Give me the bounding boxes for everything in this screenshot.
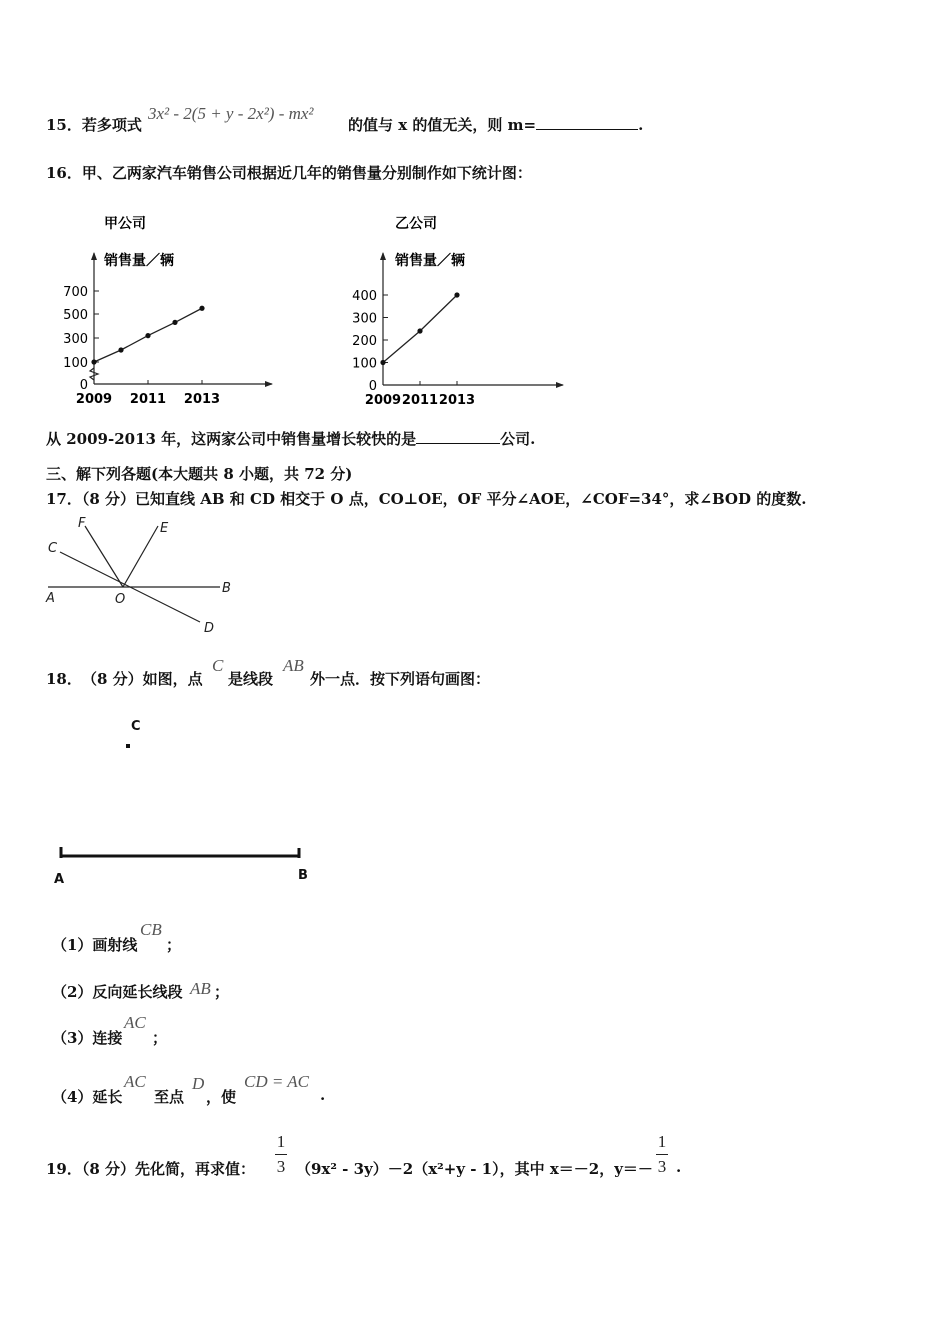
q19-prefix: 19．（8 分）先化简，再求值： <box>46 1160 256 1178</box>
data-point <box>91 359 96 364</box>
y-tick-label: 0 <box>79 378 88 393</box>
q18-item1-prefix: （1）画射线 <box>52 936 138 954</box>
x-tick-label: 2009 <box>75 392 113 407</box>
q18-item4-mid2: ，使 <box>206 1088 237 1106</box>
y-tick-label: 0 <box>368 379 377 394</box>
q15-end: . <box>638 116 644 134</box>
label-f: F <box>78 516 86 531</box>
q16-followup-prefix: 从 2009-2013 年，这两家公司中销售量增长较快的是 <box>46 430 417 448</box>
q17-figure <box>40 512 250 640</box>
ray-oe <box>123 526 158 587</box>
q16-followup-suffix: 公司. <box>500 430 536 448</box>
y-tick-label: 400 <box>352 289 377 304</box>
q16-line <box>46 162 532 183</box>
q18-item3-sym: AC <box>124 1013 146 1032</box>
label-d: D <box>204 621 215 636</box>
x-tick-label: 2011 <box>129 392 167 407</box>
chart-jia <box>50 205 290 415</box>
y-tick-label: 500 <box>63 308 88 323</box>
q15-answer-blank[interactable] <box>536 115 638 130</box>
q18-item4-sym2: D <box>192 1074 205 1093</box>
ray-of <box>85 526 123 587</box>
q15-suffix: 的值与 x 的值无关，则 m= <box>348 116 537 134</box>
q16-followup <box>46 428 535 449</box>
q18-fig-a-label: A <box>54 872 65 887</box>
q18-item4-sym3: CD = AC <box>244 1072 310 1091</box>
q15-suffix-line <box>348 114 643 135</box>
q18-fig-c-label: C <box>131 719 141 734</box>
q18-item2-sym: AB <box>190 979 211 998</box>
label-b: B <box>222 581 231 596</box>
y-axis-arrow <box>91 252 97 260</box>
chart-ylabel: 销售量／辆 <box>395 253 465 269</box>
label-o: O <box>115 592 126 607</box>
label-e: E <box>160 521 169 536</box>
q19-expression: （9x² - 3y）－2（x²+y - 1），其中 x＝－2，y＝－ <box>296 1160 653 1178</box>
segment-ab <box>55 843 305 863</box>
y-tick-label: 100 <box>352 356 377 372</box>
q18-item1-sym: CB <box>140 920 162 939</box>
q15-expression: 3x² - 2(5 + y - 2x²) - mx² <box>148 104 314 123</box>
y-tick-label: 700 <box>63 285 88 300</box>
q18-item2-suffix: ； <box>214 983 230 1001</box>
data-point <box>380 360 385 365</box>
q18-fig-b-label: B <box>298 868 308 883</box>
x-tick-label: 2009 <box>364 393 402 408</box>
q19-frac1-den: 3 <box>276 1157 286 1176</box>
y-tick-label: 300 <box>352 311 377 327</box>
q19-frac2-num: 1 <box>657 1132 667 1151</box>
data-point <box>417 328 422 333</box>
q18-item4-prefix: （4）延长 <box>52 1088 123 1106</box>
q18-item3-suffix: ； <box>152 1029 168 1047</box>
q19-end: . <box>676 1158 682 1176</box>
x-axis-arrow <box>265 381 273 387</box>
q16-text: 甲、乙两家汽车销售公司根据近几年的销售量分别制作如下统计图： <box>81 164 532 182</box>
q18-number: 18． <box>46 670 82 688</box>
q15-prefix: 若多项式 <box>81 116 142 134</box>
q19-fraction-1 <box>275 1132 287 1177</box>
q19-fraction-2 <box>656 1132 668 1177</box>
q18-sym-ab: AB <box>283 656 304 675</box>
section-heading: 三、解下列各题(本大题共 8 小题，共 72 分) <box>46 465 353 483</box>
q18-item4-suffix: . <box>320 1086 326 1104</box>
data-point <box>118 347 123 352</box>
q15-line <box>46 114 142 135</box>
q18-item4-sym: AC <box>124 1072 146 1091</box>
q16-answer-blank[interactable] <box>416 429 500 444</box>
data-point <box>199 306 204 311</box>
q18-item4-mid: 至点 <box>154 1088 185 1106</box>
q18-item2-prefix: （2）反向延长线段 <box>52 983 183 1001</box>
y-tick-label: 300 <box>63 332 88 347</box>
data-point <box>172 320 177 325</box>
x-tick-label: 2011 <box>401 393 439 408</box>
q19-frac2-den: 3 <box>657 1157 667 1176</box>
label-a: A <box>46 591 55 606</box>
label-c: C <box>48 541 58 556</box>
chart-title: 甲公司 <box>104 216 146 232</box>
q16-number: 16． <box>46 164 82 182</box>
q18-intro-prefix: （8 分）如图，点 <box>82 670 203 688</box>
chart-title: 乙公司 <box>395 216 437 232</box>
x-tick-label: 2013 <box>183 392 221 407</box>
x-tick-label: 2013 <box>438 393 476 408</box>
q18-item1-suffix: ； <box>166 936 182 954</box>
q18-item3-prefix: （3）连接 <box>52 1029 123 1047</box>
y-tick-label: 100 <box>63 356 88 371</box>
q15-number: 15． <box>46 116 82 134</box>
chart-ylabel: 销售量／辆 <box>104 253 174 269</box>
q18-sym-c: C <box>212 656 224 675</box>
data-point <box>145 333 150 338</box>
point-c <box>126 744 130 748</box>
q19-frac1-num: 1 <box>276 1132 286 1151</box>
q18-intro-mid: 是线段 <box>228 670 274 688</box>
q18-intro-suffix: 外一点．按下列语句画图： <box>310 670 491 688</box>
chart-yi <box>335 205 575 415</box>
x-axis-arrow <box>556 382 564 388</box>
y-axis-arrow <box>380 252 386 260</box>
data-point <box>454 292 459 297</box>
q17-text: 17．（8 分）已知直线 AB 和 CD 相交于 O 点，CO⊥OE，OF 平分∠AOE，∠COF=34°，求∠BOD 的度数. <box>46 490 807 508</box>
y-tick-label: 200 <box>352 334 377 349</box>
